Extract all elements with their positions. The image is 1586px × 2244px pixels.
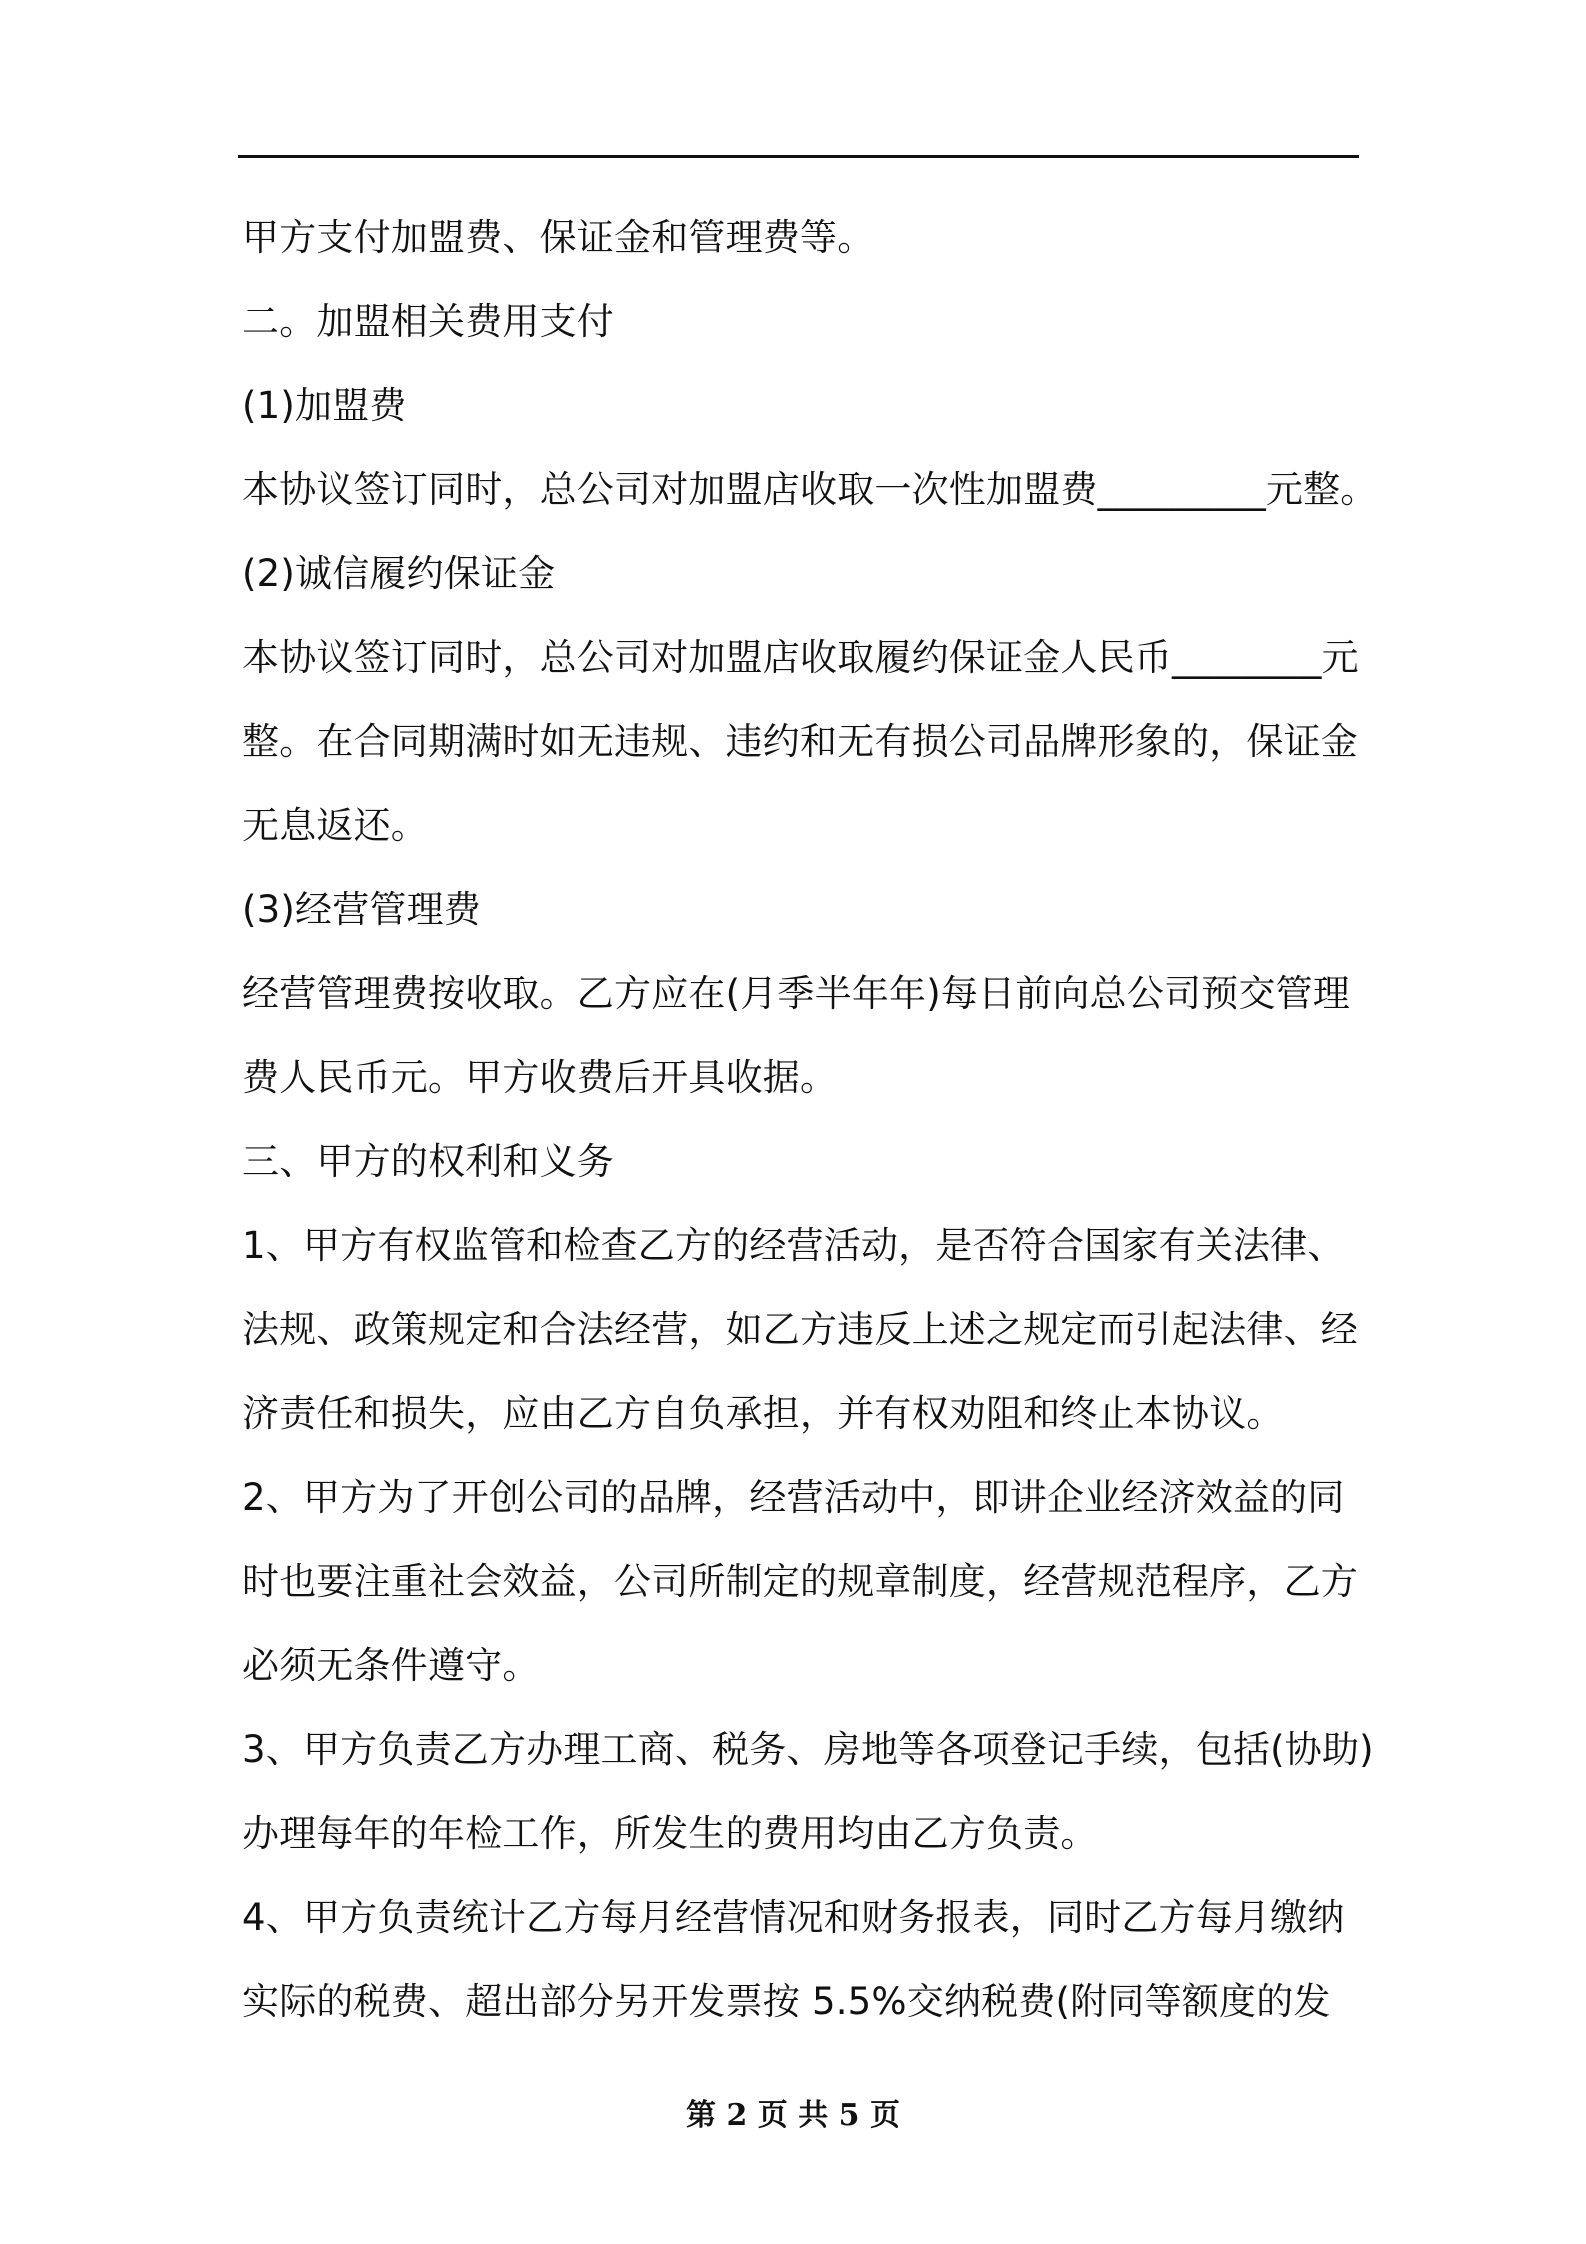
paragraph-line: 本协议签订同时，总公司对加盟店收取履约保证金人民币________元 (242, 636, 1359, 679)
paragraph-line: 费人民币元。甲方收费后开具收据。 (242, 1056, 838, 1099)
subsection-heading: (1)加盟费 (242, 384, 407, 427)
paragraph-line: 2、甲方为了开创公司的品牌，经营活动中，即讲企业经济效益的同 (242, 1476, 1345, 1519)
document-body (242, 196, 1378, 2044)
paragraph-line: 无息返还。 (242, 804, 428, 847)
paragraph-line: 甲方支付加盟费、保证金和管理费等。 (242, 216, 875, 259)
paragraph-line: 时也要注重社会效益，公司所制定的规章制度，经营规范程序，乙方 (242, 1560, 1358, 1603)
paragraph-line: 法规、政策规定和合法经营，如乙方违反上述之规定而引起法律、经 (242, 1308, 1358, 1351)
subsection-heading: (3)经营管理费 (242, 888, 482, 931)
paragraph-line: 济责任和损失，应由乙方自负承担，并有权劝阻和终止本协议。 (242, 1392, 1284, 1435)
paragraph-line: 实际的税费、超出部分另开发票按 5.5%交纳税费(附同等额度的发 (242, 1980, 1331, 2023)
paragraph-line: 必须无条件遵守。 (242, 1644, 540, 1687)
paragraph-line: 3、甲方负责乙方办理工商、税务、房地等各项登记手续，包括(协助) (242, 1728, 1374, 1771)
subsection-heading: (2)诚信履约保证金 (242, 552, 556, 595)
paragraph-line: 本协议签订同时，总公司对加盟店收取一次性加盟费_________元整。 (242, 468, 1378, 511)
section-heading: 二。加盟相关费用支付 (242, 300, 614, 343)
header-rule (238, 155, 1359, 158)
page-number-footer: 第 2 页 共 5 页 (686, 2098, 900, 2133)
paragraph-line: 1、甲方有权监管和检查乙方的经营活动，是否符合国家有关法律、 (242, 1224, 1345, 1267)
paragraph-line: 经营管理费按收取。乙方应在(月季半年年)每日前向总公司预交管理 (242, 972, 1351, 1015)
paragraph-line: 办理每年的年检工作，所发生的费用均由乙方负责。 (242, 1812, 1098, 1855)
section-heading: 三、甲方的权利和义务 (242, 1140, 614, 1183)
paragraph-line: 4、甲方负责统计乙方每月经营情况和财务报表，同时乙方每月缴纳 (242, 1896, 1345, 1939)
paragraph-line: 整。在合同期满时如无违规、违约和无有损公司品牌形象的，保证金 (242, 720, 1358, 763)
